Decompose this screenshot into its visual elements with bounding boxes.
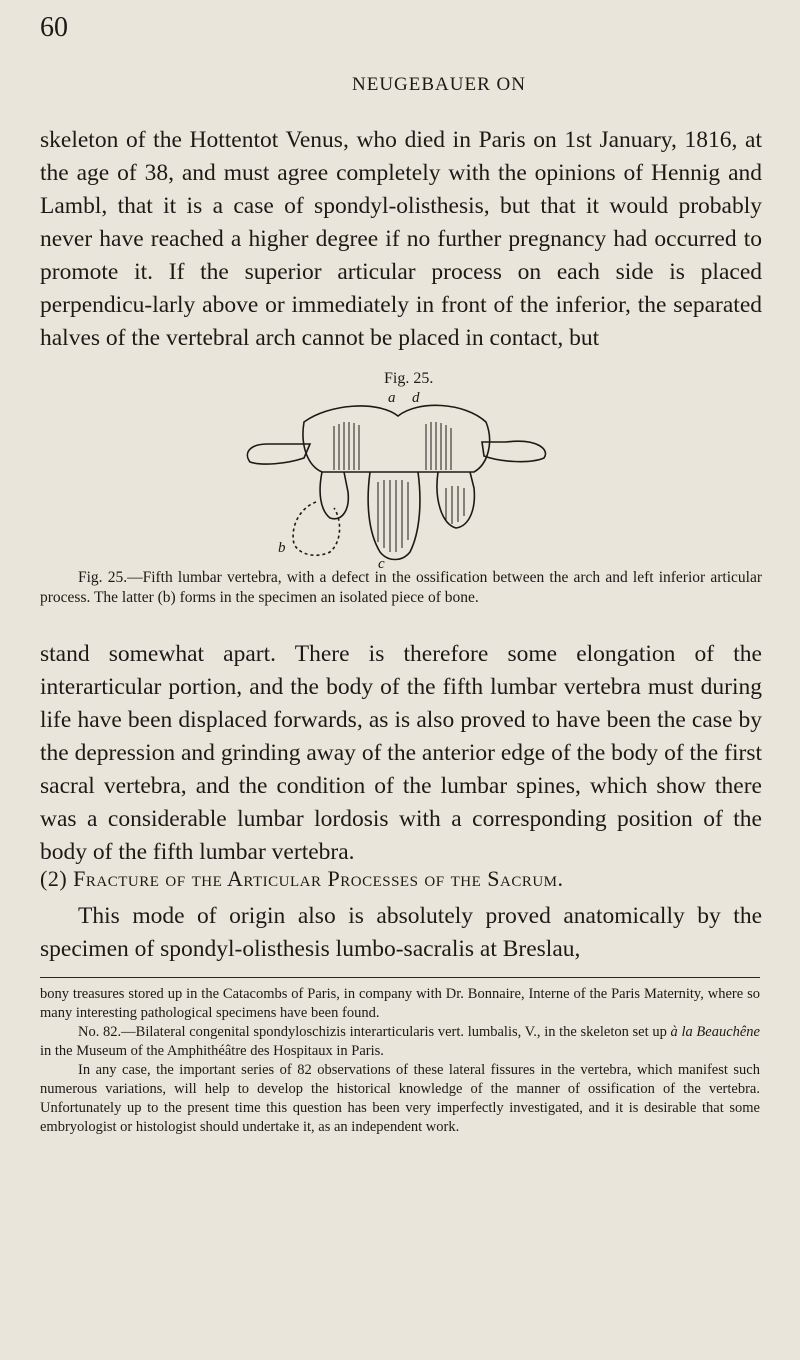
footnote-2-text-b: in the Museum of the Amphithéâtre des Hospitaux in Paris. <box>40 1043 384 1059</box>
section-title: Fracture of the Articular Processes of the Sacrum. <box>73 866 564 891</box>
body-paragraph-1 <box>40 124 762 355</box>
paragraph-text: stand somewhat apart. There is therefore some elongation of the interarticular portion, and the body of the fifth lumbar vertebra must during life have been displaced forwards, as is also proved to have been the case by the depression and grinding away of the anterior edge of the body of the first sacral vertebra, and the condition of the lumbar spines, which show there was a considerable lumbar lordosis with a corresponding position of the body of the fifth lumbar vertebra. <box>40 641 762 865</box>
footnote-2-text-a: No. 82.—Bilateral congenital spondyloschizis interarticularis vert. lumbalis, V., in the skeleton set up <box>78 1024 671 1040</box>
footnote-3: In any case, the important series of 82 observations of these lateral fissures in the vertebra, which manifest such numerous variations, will help to develop the historical knowledge of the manner of ossification of the vertebra. Unfortunately up to the present time this question has been very imperfectly investigated, and it is desirable that some embryologist or histologist should undertake it, as an independent work. <box>40 1062 760 1135</box>
letter-a: a <box>388 392 396 406</box>
vertebra-figure <box>238 392 558 573</box>
footnote-2-italic: à la Beauchêne <box>670 1024 760 1040</box>
page-number: 60 <box>40 12 68 43</box>
figure-caption: Fig. 25.—Fifth lumbar vertebra, with a defect in the ossification between the arch and left inferior articular process. The latter (b) forms in the specimen an isolated piece of bone. <box>40 569 762 606</box>
figure-label: Fig. 25. <box>384 370 434 387</box>
vertebra-illustration <box>238 392 558 568</box>
running-head: NEUGEBAUER ON <box>352 74 526 95</box>
body-paragraph-2 <box>40 638 762 869</box>
body-paragraph-3 <box>40 900 762 966</box>
footnote-divider <box>40 977 760 978</box>
footnote-2 <box>40 1023 760 1061</box>
section-heading <box>40 866 780 892</box>
letter-b: b <box>278 540 286 556</box>
footnote-1: bony treasures stored up in the Catacombs of Paris, in company with Dr. Bonnaire, Interne of the Paris Maternity, where so many interesting pathological specimens have been found. <box>40 986 760 1021</box>
paragraph-text: skeleton of the Hottentot Venus, who died in Paris on 1st January, 1816, at the age of 38, and must agree completely with the opinions of Hennig and Lambl, that it is a case of spondyl-olisthesis, but that it would probably never have reached a higher degree if no further pregnancy had occurred to promote it. If the superior articular process on each side is placed perpendicu-larly above or immediately in front of the inferior, the separated halves of the vertebral arch cannot be placed in contact, but <box>40 127 762 351</box>
footnotes <box>40 985 760 1137</box>
letter-c: c <box>378 556 385 568</box>
paragraph-text: This mode of origin also is absolutely proved anatomically by the specimen of spondyl-olisthesis lumbo-sacralis at Breslau, <box>40 903 762 962</box>
section-number: (2) <box>40 866 68 891</box>
letter-d: d <box>412 392 420 406</box>
